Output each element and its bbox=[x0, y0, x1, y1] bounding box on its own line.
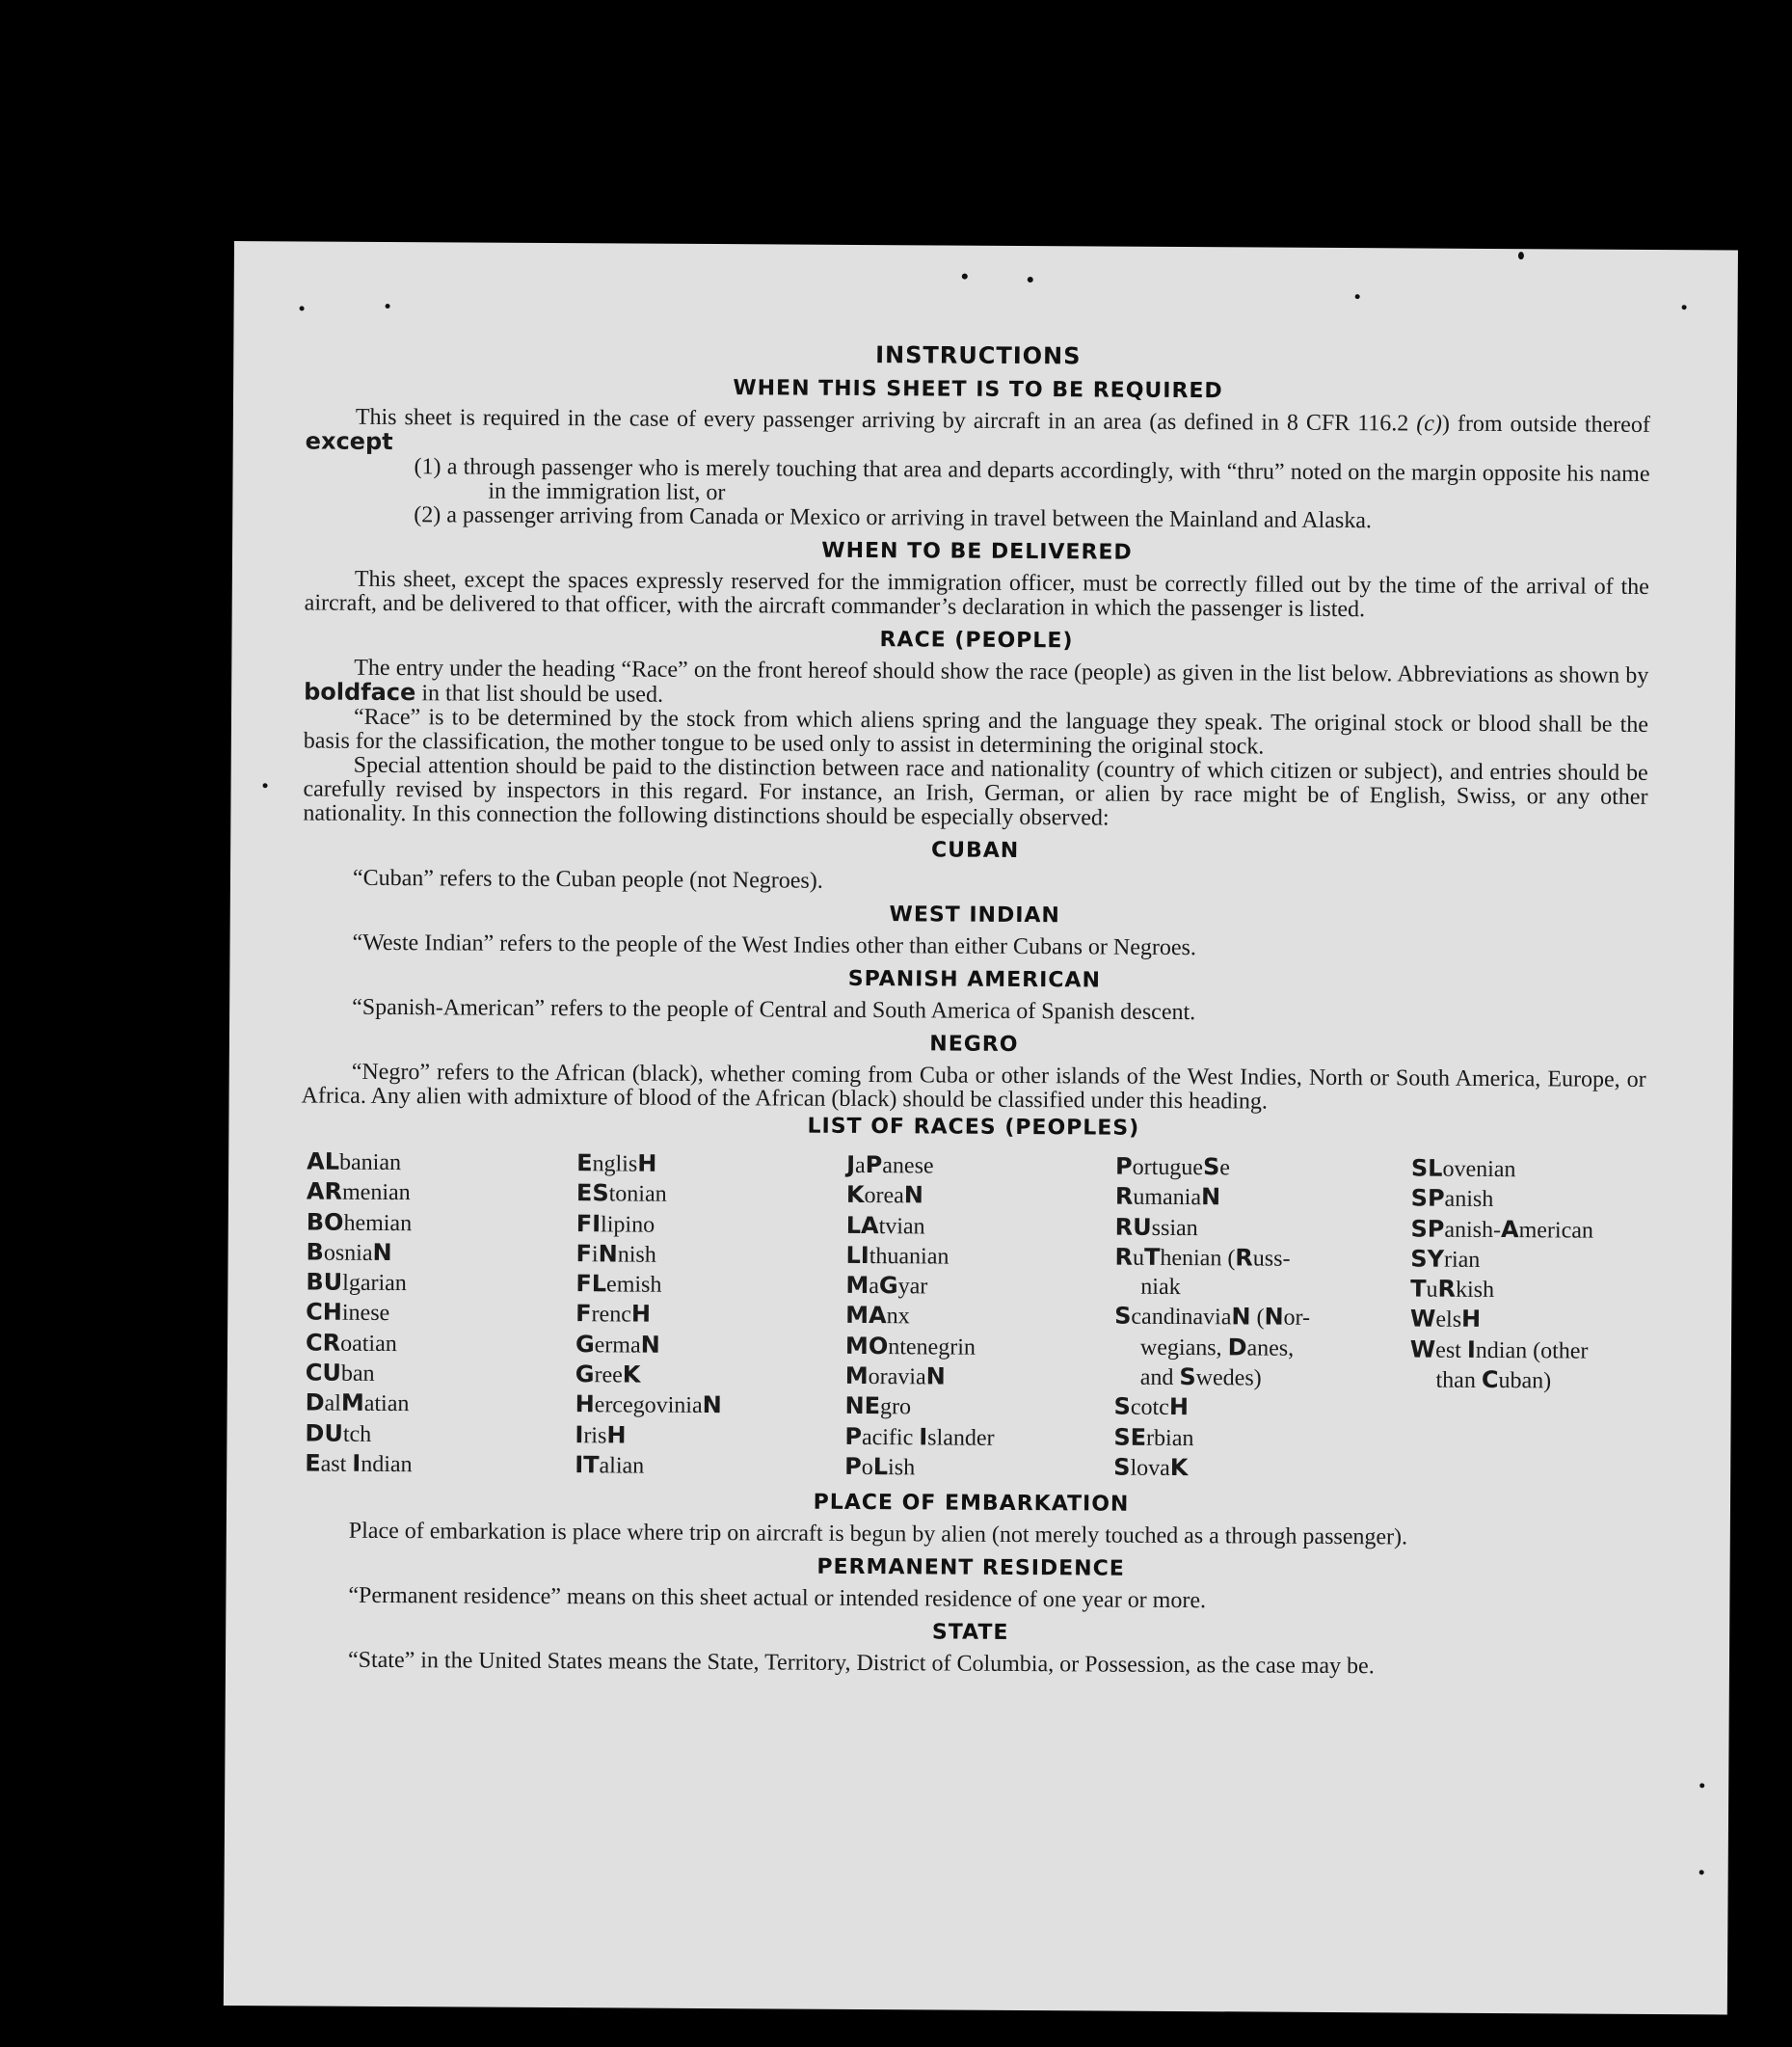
heading-race: RACE (PEOPLE) bbox=[879, 628, 1074, 654]
race-entry: ALbanian bbox=[307, 1147, 402, 1176]
race-entry: than Cuban) bbox=[1435, 1366, 1552, 1394]
race-entry: MOntenegrin bbox=[844, 1332, 976, 1360]
document-page bbox=[224, 241, 1738, 2014]
race-entry: FLemish bbox=[575, 1270, 662, 1298]
race-entry: CUban bbox=[305, 1359, 375, 1387]
race-entry: DUtch bbox=[305, 1419, 372, 1447]
heading-when-required: WHEN THIS SHEET IS TO BE REQUIRED bbox=[733, 376, 1223, 404]
race-entry: SLovenian bbox=[1410, 1154, 1516, 1183]
race-entry: KoreaN bbox=[845, 1181, 924, 1209]
race-entry: GermaN bbox=[575, 1330, 660, 1359]
race-paragraph-1: The entry under the heading “Race” on the front hereof should show the race (people) as given in the list below. Abbreviations as shown by boldface in that list should be used. bbox=[304, 655, 1649, 708]
heading-spanish-american: SPANISH AMERICAN bbox=[847, 966, 1101, 993]
except-bold: except bbox=[305, 427, 393, 456]
race-column bbox=[844, 1150, 1115, 1484]
race-entry: BUlgarian bbox=[306, 1268, 407, 1297]
race-entry: CRoatian bbox=[305, 1329, 397, 1357]
race-entry: HercegoviniaN bbox=[575, 1390, 722, 1419]
heading-place-of-embarkation: PLACE OF EMBARKATION bbox=[813, 1490, 1130, 1517]
race-entry: IrisH bbox=[575, 1420, 627, 1449]
race-entry: FrencH bbox=[575, 1300, 652, 1329]
race-entry: wegians, Danes, bbox=[1139, 1333, 1295, 1361]
race-entry: WelsH bbox=[1409, 1305, 1482, 1333]
race-entry: SYrian bbox=[1410, 1245, 1481, 1273]
race-entry: SErbian bbox=[1113, 1423, 1194, 1451]
race-entry: TuRkish bbox=[1410, 1275, 1495, 1304]
race-entry: JaPanese bbox=[846, 1150, 934, 1179]
race-entry: LIthuanian bbox=[845, 1241, 949, 1270]
race-entry: East Indian bbox=[305, 1449, 413, 1478]
race-column bbox=[1409, 1153, 1645, 1487]
race-entry: RUssian bbox=[1114, 1213, 1198, 1241]
race-entry: West Indian (other bbox=[1409, 1335, 1589, 1364]
race-entry: FiNnish bbox=[575, 1240, 656, 1268]
race-entry: PoLish bbox=[844, 1452, 916, 1481]
west-indian-text: “Weste Indian” refers to the people of the West Indies other than either Cubans or Negroes. bbox=[352, 929, 1197, 961]
race-entry: GreeK bbox=[575, 1360, 641, 1388]
place-of-embarkation-text: Place of embarkation is place where trip on aircraft is begun by alien (not merely touched as a through passenger). bbox=[348, 1519, 1408, 1550]
heading-when-delivered: WHEN TO BE DELIVERED bbox=[821, 538, 1133, 565]
race-entry: MAnx bbox=[845, 1302, 910, 1330]
list-item: (2) a passenger arriving from Canada or Mexico or arriving in travel between the Mainland and Alaska. bbox=[414, 502, 1372, 534]
state-text: “State” in the United States means the State, Territory, District of Columbia, or Possession, as the case may be. bbox=[347, 1648, 1375, 1680]
heading-cuban: CUBAN bbox=[930, 838, 1020, 863]
spanish-american-text: “Spanish-American” refers to the people of Central and South America of Spanish descent. bbox=[352, 994, 1196, 1026]
when-delivered-text: This sheet, except the spaces expressly reserved for the immigration officer, must be correctly filled out by the time of the arrival of the aircraft, and be delivered to that officer, with the aircraft commander’s declaration in which the passenger is listed. bbox=[304, 566, 1649, 623]
boldface-word: boldface bbox=[304, 678, 416, 707]
when-required-text: This sheet is required in the case of every passenger arriving by aircraft in an area (as defined in 8 CFR 116.2 (c)) from outside thereof except bbox=[305, 404, 1650, 456]
race-list bbox=[305, 1146, 1645, 1487]
permanent-residence-text: “Permanent residence” means on this sheet actual or intended residence of one year or more. bbox=[348, 1583, 1207, 1614]
race-entry: RuThenian (Russ- bbox=[1114, 1243, 1291, 1272]
race-entry: FIlipino bbox=[575, 1209, 655, 1238]
heading-permanent-residence: PERMANENT RESIDENCE bbox=[816, 1554, 1125, 1581]
race-entry: ITalian bbox=[575, 1451, 645, 1479]
race-paragraph-3: Special attention should be paid to the distinction between race and nationality (country of which citizen or subject), and entries should be carefully revised by inspectors in this regard. For instance, an Irish, German, or alien by race might be of English, Swiss, or any other nationality. In this connection the following distinctions should be especially observed: bbox=[303, 752, 1648, 831]
race-entry: MaGyar bbox=[845, 1272, 928, 1300]
race-entry: RumaniaN bbox=[1114, 1182, 1221, 1211]
race-entry: SlovaK bbox=[1113, 1453, 1189, 1482]
race-entry: CHinese bbox=[306, 1298, 390, 1327]
title-instructions: INSTRUCTIONS bbox=[875, 341, 1082, 370]
race-entry: PortugueSe bbox=[1115, 1152, 1231, 1181]
heading-west-indian: WEST INDIAN bbox=[889, 902, 1060, 929]
race-entry: and Swedes) bbox=[1139, 1363, 1262, 1391]
race-column bbox=[575, 1148, 846, 1482]
race-entry: EnglisH bbox=[576, 1149, 657, 1177]
heading-negro: NEGRO bbox=[929, 1032, 1019, 1057]
race-entry: Pacific Islander bbox=[844, 1422, 995, 1451]
heading-state: STATE bbox=[931, 1620, 1009, 1646]
race-entry: MoraviaN bbox=[844, 1361, 946, 1390]
instructions-content bbox=[298, 337, 1650, 1681]
race-column bbox=[1113, 1152, 1411, 1486]
race-entry: niak bbox=[1140, 1274, 1181, 1301]
race-entry: DalMatian bbox=[305, 1388, 410, 1417]
race-entry: NEgro bbox=[844, 1392, 912, 1420]
race-entry: ScotcH bbox=[1113, 1392, 1190, 1421]
race-entry: ARmenian bbox=[306, 1177, 411, 1206]
race-entry: SPanish-American bbox=[1410, 1215, 1594, 1244]
race-entry: EStonian bbox=[575, 1179, 667, 1208]
race-paragraph-2: “Race” is to be determined by the stock from which aliens spring and the language they speak. The original stock or blood shall be the basis for the classification, the mother tongue to be used only to assist in determining the original stock. bbox=[303, 704, 1649, 760]
heading-list-of-races: LIST OF RACES (PEOPLES) bbox=[807, 1114, 1140, 1141]
race-entry: LAtvian bbox=[845, 1211, 925, 1239]
negro-text: “Negro” refers to the African (black), whether coming from Cuba or other islands of the West Indies, North or South America, Europe, or Africa. Any alien with admixture of blood of the African (black) should be classified under this heading. bbox=[301, 1059, 1646, 1115]
race-entry: BOhemian bbox=[306, 1208, 413, 1236]
race-entry: ScandinaviaN (Nor- bbox=[1114, 1303, 1311, 1332]
cuban-text: “Cuban” refers to the Cuban people (not Negroes). bbox=[352, 865, 823, 894]
list-item: (1) a through passenger who is merely touching that area and departs accordingly, with “thru” noted on the margin opposite his name in the immigration list, or bbox=[414, 454, 1650, 506]
race-entry: BosniaN bbox=[306, 1238, 392, 1266]
race-column bbox=[305, 1146, 576, 1480]
race-entry: SPanish bbox=[1410, 1184, 1494, 1213]
